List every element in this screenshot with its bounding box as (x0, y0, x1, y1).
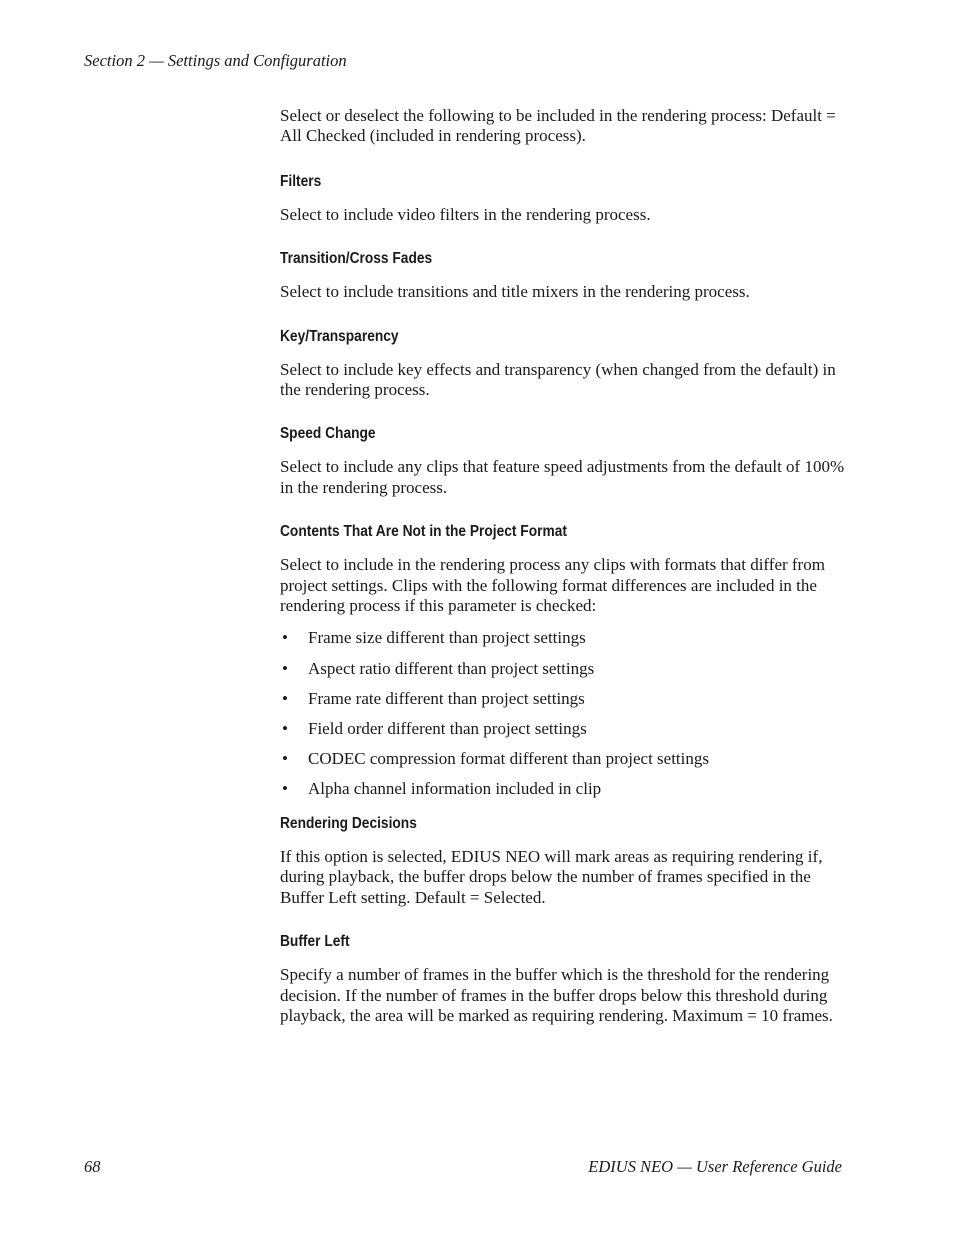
list-item (280, 779, 845, 799)
list-item-text: CODEC compression format different than project settings (308, 749, 709, 769)
paragraph-buffer-left: Specify a number of frames in the buffer which is the threshold for the rendering decision. If the number of frames in the buffer drops below this threshold during playback, the area will be marked as requiring rendering. Maximum = 10 frames. (280, 965, 833, 1025)
paragraph-rendering-decisions: If this option is selected, EDIUS NEO will mark areas as requiring rendering if, during playback, the buffer drops below the number of frames specified in the Buffer Left setting. Default = Selected. (280, 846, 823, 907)
running-header: Section 2 — Settings and Configuration (84, 51, 347, 70)
paragraph-filters: Select to include video filters in the rendering process. (280, 204, 651, 224)
heading-key-transparency: Key/Transparency (280, 327, 399, 345)
list-item-text: Frame rate different than project settings (308, 688, 585, 708)
paragraph-contents-not-in-project-format: Select to include in the rendering process any clips with formats that differ from project settings. Clips with the following format differences are included in the rendering process if this parameter is checked: (280, 555, 825, 616)
paragraph-key-transparency: Select to include key effects and transparency (when changed from the default) in the rendering process. (280, 359, 836, 400)
heading-filters: Filters (280, 172, 322, 190)
list-item-text: Field order different than project settings (308, 719, 587, 739)
heading-transition-cross-fades: Transition/Cross Fades (280, 250, 433, 268)
list-item-text: Aspect ratio different than project settings (308, 658, 595, 678)
bullet-icon: • (282, 749, 288, 769)
bullet-icon: • (282, 688, 288, 708)
heading-speed-change: Speed Change (280, 425, 376, 443)
intro-paragraph: Select or deselect the following to be included in the rendering process: Default = All Checked (included in rendering process). (280, 106, 836, 146)
list-item-text: Frame size different than project settings (308, 628, 586, 648)
page-number: 68 (84, 1157, 101, 1176)
paragraph-transition-cross-fades: Select to include transitions and title mixers in the rendering process. (280, 282, 750, 302)
list-item (280, 659, 845, 679)
format-differences-list (280, 628, 845, 799)
list-item (280, 719, 845, 739)
list-item-text: Alpha channel information included in clip (308, 779, 602, 799)
list-item (280, 749, 845, 769)
guide-title: EDIUS NEO — User Reference Guide (588, 1157, 842, 1176)
bullet-icon: • (282, 779, 288, 799)
bullet-icon: • (282, 719, 288, 739)
bullet-icon: • (282, 658, 288, 678)
heading-rendering-decisions: Rendering Decisions (280, 814, 417, 832)
page-content (280, 106, 845, 1026)
heading-contents-not-in-project-format: Contents That Are Not in the Project Format (280, 523, 567, 541)
paragraph-speed-change: Select to include any clips that feature speed adjustments from the default of 100% in the rendering process. (280, 457, 845, 497)
list-item (280, 689, 845, 709)
bullet-icon: • (282, 628, 288, 648)
heading-buffer-left: Buffer Left (280, 933, 350, 951)
list-item (280, 628, 845, 648)
